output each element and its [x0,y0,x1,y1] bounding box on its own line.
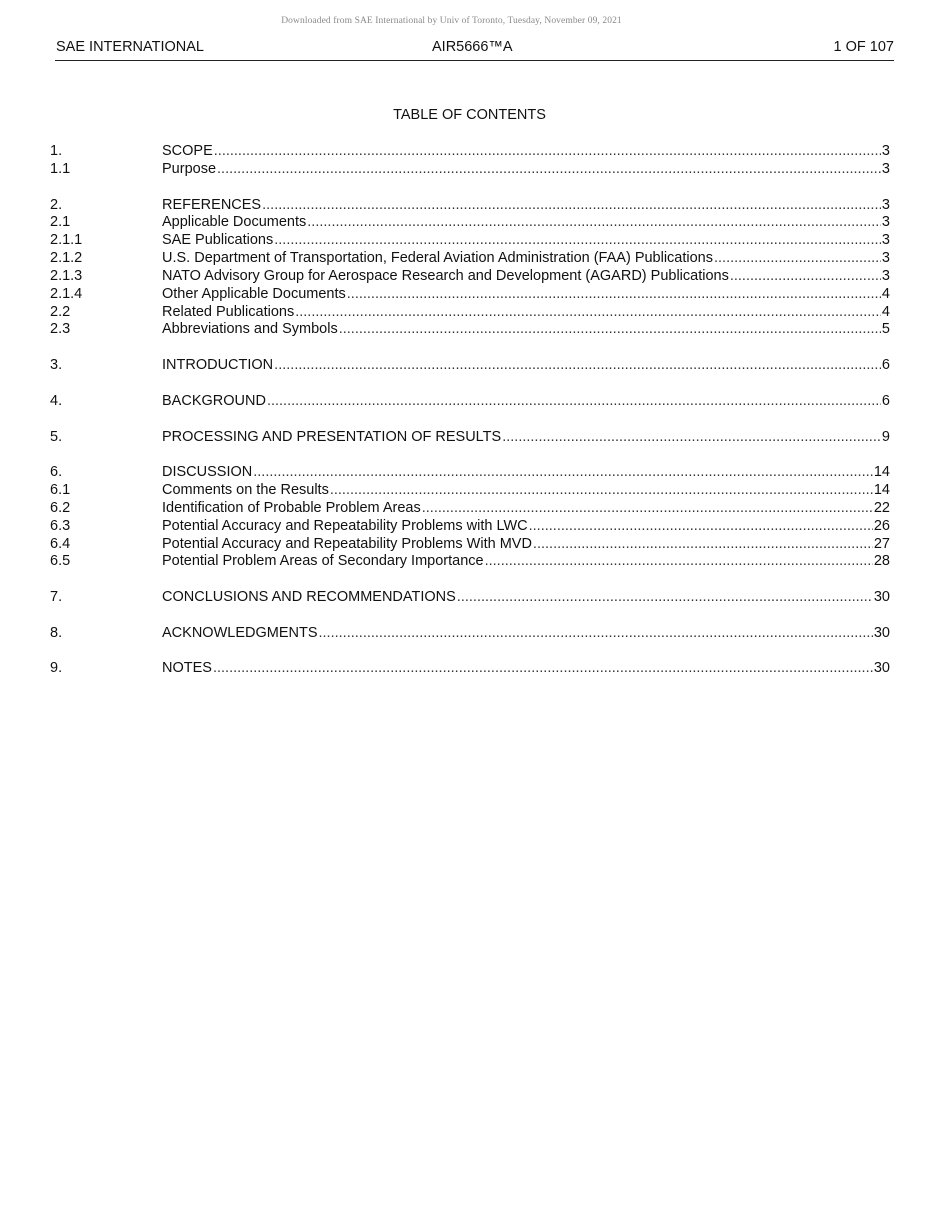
toc-page-number: 14 [873,464,890,481]
table-of-contents [50,143,890,678]
toc-entry[interactable] [50,536,890,554]
toc-entry[interactable] [50,268,890,286]
toc-entry[interactable] [50,500,890,518]
toc-entry[interactable] [50,393,890,411]
toc-section-number: 8. [50,624,63,641]
toc-page-number: 3 [881,143,890,159]
toc-page-number: 30 [873,660,890,677]
toc-section-title: Identification of Probable Problem Areas [162,499,421,516]
toc-page-number: 9 [881,428,890,445]
toc-dot-leader [422,500,873,518]
toc-dot-leader [253,464,873,482]
toc-section-title: NOTES [162,660,212,677]
toc-entry[interactable] [50,232,890,250]
organization-name: SAE INTERNATIONAL [56,39,204,55]
toc-dot-leader [485,553,873,571]
toc-section-number: 2. [50,196,63,213]
toc-entry[interactable] [50,161,890,179]
toc-section-title: INTRODUCTION [162,357,274,374]
toc-section-number: 6.2 [50,499,71,516]
toc-dot-leader [330,482,873,500]
toc-section-number: 6.1 [50,482,71,499]
toc-page-number: 3 [881,214,890,231]
toc-page-number: 3 [881,267,890,284]
toc-section-title: BACKGROUND [162,392,266,409]
toc-section-title: SCOPE [162,143,213,159]
toc-entry[interactable] [50,429,890,447]
toc-entry[interactable] [50,304,890,322]
toc-dot-leader [295,304,881,322]
toc-dot-leader [457,589,873,607]
toc-page-number: 6 [881,392,890,409]
toc-page-number: 3 [881,232,890,249]
download-watermark-note: Downloaded from SAE International by Univ of Toronto, Tuesday, November 09, 2021 [281,16,622,26]
toc-entry[interactable] [50,214,890,232]
toc-dot-leader [274,232,881,250]
toc-dot-leader [213,660,873,678]
toc-dot-leader [730,268,881,286]
toc-page-number: 5 [881,321,890,338]
toc-dot-leader [339,321,881,339]
toc-section-title: NATO Advisory Group for Aerospace Research and Development (AGARD) Publications [162,267,729,284]
toc-section-title: Potential Accuracy and Repeatability Problems With MVD [162,535,532,552]
toc-section-number: 2.1.4 [50,285,83,302]
toc-entry[interactable] [50,143,890,161]
toc-heading: TABLE OF CONTENTS [393,107,546,123]
toc-entry[interactable] [50,250,890,268]
toc-dot-leader [714,250,881,268]
toc-dot-leader [347,286,881,304]
toc-section-title: REFERENCES [162,196,262,213]
toc-entry[interactable] [50,464,890,482]
toc-entry[interactable] [50,518,890,536]
toc-entry[interactable] [50,625,890,643]
toc-section-number: 6.5 [50,553,71,570]
toc-section-title: Related Publications [162,303,295,320]
toc-entry[interactable] [50,197,890,215]
toc-section-title: U.S. Department of Transportation, Federal Aviation Administration (FAA) Publications [162,250,713,267]
toc-page-number: 26 [873,517,890,534]
document-id: AIR5666™A [432,39,513,55]
toc-section-number: 6. [50,464,63,481]
toc-section-number: 1.1 [50,160,71,177]
toc-section-number: 6.3 [50,517,71,534]
toc-entry[interactable] [50,553,890,571]
toc-page-number: 3 [881,250,890,267]
toc-dot-leader [307,214,881,232]
toc-section-title: Comments on the Results [162,482,329,499]
toc-dot-leader [533,536,873,554]
toc-section-number: 1. [50,143,63,159]
toc-section-title: Abbreviations and Symbols [162,321,338,338]
toc-dot-leader [214,143,881,161]
toc-section-title: DISCUSSION [162,464,253,481]
toc-section-number: 5. [50,428,63,445]
toc-page-number: 22 [873,499,890,516]
toc-section-title: Potential Problem Areas of Secondary Importance [162,553,484,570]
toc-page-number: 30 [873,589,890,606]
toc-section-number: 2.3 [50,321,71,338]
page-header [55,38,894,61]
toc-section-title: PROCESSING AND PRESENTATION OF RESULTS [162,428,502,445]
toc-dot-leader [217,161,881,179]
toc-entry[interactable] [50,589,890,607]
toc-section-title: SAE Publications [162,232,274,249]
toc-page-number: 3 [881,196,890,213]
toc-entry[interactable] [50,357,890,375]
toc-page-number: 14 [873,482,890,499]
toc-section-number: 2.1.1 [50,232,83,249]
toc-entry[interactable] [50,321,890,339]
toc-page-number: 30 [873,624,890,641]
toc-section-number: 2.1.2 [50,250,83,267]
toc-section-number: 7. [50,589,63,606]
toc-dot-leader [267,393,881,411]
toc-page-number: 6 [881,357,890,374]
toc-section-title: Purpose [162,160,217,177]
toc-section-number: 2.1 [50,214,71,231]
toc-dot-leader [319,625,873,643]
toc-entry[interactable] [50,660,890,678]
page-number: 1 OF 107 [833,39,894,55]
toc-page-number: 4 [881,303,890,320]
toc-section-title: CONCLUSIONS AND RECOMMENDATIONS [162,589,456,606]
toc-section-number: 2.2 [50,303,71,320]
toc-section-title: Other Applicable Documents [162,285,346,302]
toc-section-number: 3. [50,357,63,374]
toc-page-number: 28 [873,553,890,570]
toc-page-number: 4 [881,285,890,302]
toc-section-number: 2.1.3 [50,267,83,284]
toc-section-number: 4. [50,392,63,409]
toc-section-title: ACKNOWLEDGMENTS [162,624,318,641]
toc-dot-leader [274,357,881,375]
toc-dot-leader [262,197,881,215]
toc-dot-leader [529,518,873,536]
toc-section-number: 6.4 [50,535,71,552]
toc-section-title: Potential Accuracy and Repeatability Problems with LWC [162,517,528,534]
toc-section-number: 9. [50,660,63,677]
toc-dot-leader [502,429,881,447]
toc-page-number: 27 [873,535,890,552]
toc-entry[interactable] [50,286,890,304]
toc-page-number: 3 [881,160,890,177]
toc-entry[interactable] [50,482,890,500]
toc-section-title: Applicable Documents [162,214,307,231]
